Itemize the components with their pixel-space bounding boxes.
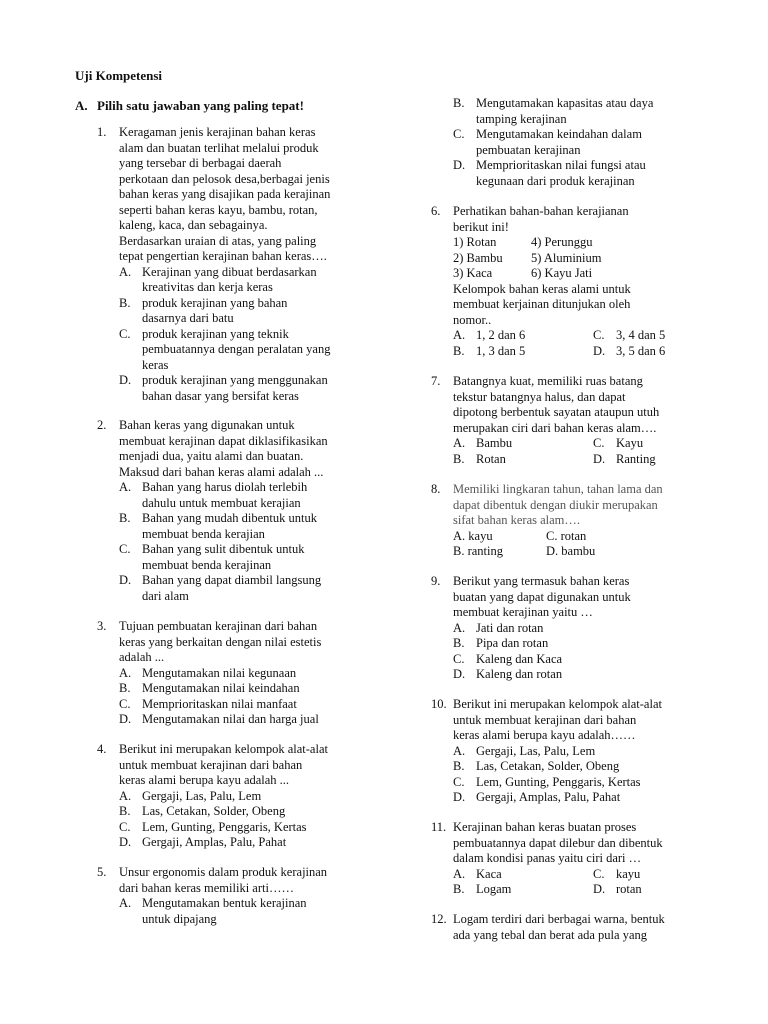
stem-line: seperti bahan keras kayu, bambu, rotan, bbox=[119, 202, 318, 217]
list-item: 2) Bambu bbox=[453, 250, 503, 265]
stem-line: dalam kondisi panas yaitu ciri dari … bbox=[453, 851, 642, 865]
answer-option-c[interactable] bbox=[119, 327, 397, 374]
option-text: Bahan yang mudah dibentuk untuk bbox=[142, 511, 317, 525]
option-text: dasarnya dari batu bbox=[142, 311, 234, 325]
stem-line: bahan keras yang disajikan pada kerajinan bbox=[119, 187, 331, 201]
option-text: Memprioritaskan nilai manfaat bbox=[142, 696, 297, 711]
stem-line: membuat kerajinan yaitu … bbox=[453, 605, 593, 619]
stem-line: Logam terdiri dari berbagai warna, bentuk bbox=[453, 912, 665, 926]
stem-line: menjadi dua, yaitu alami dan buatan. bbox=[119, 449, 304, 463]
option-letter: C. bbox=[453, 127, 465, 141]
question-stem bbox=[453, 482, 731, 529]
question-10 bbox=[431, 697, 731, 806]
stem-line: Unsur ergonomis dalam produk kerajinan bbox=[119, 865, 328, 879]
option-letter: A. bbox=[119, 788, 132, 803]
option-letter: C. bbox=[119, 819, 131, 834]
option-text: Mengutamakan bentuk kerajinan bbox=[142, 896, 307, 910]
question-1 bbox=[97, 125, 397, 404]
stem-line: Kerajinan bahan keras buatan proses bbox=[453, 820, 637, 834]
question-number: 5. bbox=[97, 865, 107, 879]
answer-option-a[interactable]: A. kayu bbox=[453, 528, 493, 543]
question-stem bbox=[119, 742, 397, 789]
option-text: Mengutamakan nilai keindahan bbox=[142, 681, 300, 695]
section-instruction bbox=[75, 98, 304, 114]
option-text: produk kerajinan yang menggunakan bbox=[142, 373, 328, 387]
option-text: Kaleng dan Kaca bbox=[476, 651, 563, 666]
option-letter: C. bbox=[453, 651, 465, 666]
option-letter: A. bbox=[119, 264, 132, 279]
stem-line: berikut ini! bbox=[453, 219, 509, 234]
answer-option-b[interactable] bbox=[453, 452, 593, 468]
option-text: Gergaji, Amplas, Palu, Pahat bbox=[142, 835, 287, 849]
option-letter: A. bbox=[119, 480, 132, 494]
answer-option-c[interactable] bbox=[453, 775, 731, 791]
stem-line: tekstur batangnya halus, dan dapat bbox=[453, 389, 626, 404]
option-text: membuat benda kerajinan bbox=[142, 557, 272, 572]
option-letter: A. bbox=[453, 620, 466, 635]
option-letter: B. bbox=[453, 882, 465, 896]
list-item: 3) Kaca bbox=[453, 266, 493, 280]
question-stem bbox=[453, 820, 731, 867]
option-text: Mengutamakan nilai kegunaan bbox=[142, 665, 297, 680]
question-number: 8. bbox=[431, 482, 441, 496]
question-number: 1. bbox=[97, 125, 107, 139]
option-letter: A. bbox=[119, 896, 132, 910]
question-stem bbox=[119, 619, 397, 666]
answer-option-b[interactable] bbox=[119, 296, 397, 327]
stem-line: dipotong berbentuk sayatan ataupun utuh bbox=[453, 405, 660, 419]
stem-line: Berdasarkan uraian di atas, yang paling bbox=[119, 233, 317, 248]
question-2 bbox=[97, 418, 397, 604]
stem-line: Bahan keras yang digunakan untuk bbox=[119, 418, 295, 432]
option-letter: C. bbox=[119, 696, 131, 711]
answer-option-a[interactable] bbox=[453, 621, 731, 637]
answer-option-b[interactable]: B. ranting bbox=[453, 544, 503, 558]
stem-line: alam dan buatan terlihat melalui produk bbox=[119, 140, 319, 155]
answer-option-c[interactable] bbox=[119, 820, 397, 836]
option-letter: D. bbox=[453, 790, 466, 804]
option-letter: A. bbox=[453, 743, 466, 758]
question-11 bbox=[431, 820, 731, 898]
answer-option-a[interactable] bbox=[119, 265, 397, 296]
list-item: 4) Perunggu bbox=[531, 235, 593, 249]
answer-option-c[interactable] bbox=[593, 867, 713, 883]
answer-option-d[interactable] bbox=[593, 882, 713, 898]
answer-option-d[interactable] bbox=[593, 452, 713, 468]
answer-option-d[interactable] bbox=[119, 835, 397, 851]
stem-line: buatan yang dapat digunakan untuk bbox=[453, 589, 631, 604]
question-5-continued bbox=[431, 96, 731, 189]
option-text: kegunaan dari produk kerajinan bbox=[476, 173, 635, 188]
option-text: tamping kerajinan bbox=[476, 111, 567, 126]
question-number: 10. bbox=[431, 697, 447, 711]
option-letter: D. bbox=[119, 712, 132, 726]
answer-option-d[interactable] bbox=[453, 790, 731, 806]
stem-line: Batangnya kuat, memiliki ruas batang bbox=[453, 374, 643, 388]
answer-option-d[interactable] bbox=[593, 344, 713, 360]
answer-option-d[interactable] bbox=[453, 158, 731, 189]
stem-line: pembuatannya dapat dilebur dan dibentuk bbox=[453, 835, 663, 850]
stem-line: yang tersebar di berbagai daerah bbox=[119, 156, 282, 170]
stem-line: dapat dibentuk dengan diukir merupakan bbox=[453, 497, 658, 512]
stem-line: merupakan ciri dari bahan keras alam…. bbox=[453, 420, 657, 435]
option-letter: C. bbox=[593, 866, 605, 881]
question-stem bbox=[119, 125, 397, 265]
option-text: Logam bbox=[476, 882, 512, 896]
answer-option-a[interactable] bbox=[453, 744, 731, 760]
answer-option-b[interactable] bbox=[453, 636, 731, 652]
option-text: 3, 5 dan 6 bbox=[616, 343, 666, 358]
option-letter: B. bbox=[453, 96, 465, 110]
option-text: produk kerajinan yang teknik bbox=[142, 326, 289, 341]
answer-option-c[interactable] bbox=[593, 328, 713, 344]
option-text: Rotan bbox=[476, 451, 506, 466]
question-number: 3. bbox=[97, 619, 107, 633]
stem-line: Kelompok bahan keras alami untuk bbox=[453, 281, 631, 296]
stem-line: Memiliki lingkaran tahun, tahan lama dan bbox=[453, 482, 663, 496]
question-stem-continued bbox=[453, 282, 731, 329]
answer-option-a[interactable] bbox=[119, 666, 397, 682]
stem-line: Berikut ini merupakan kelompok alat-alat bbox=[453, 697, 662, 711]
option-letter: D. bbox=[593, 882, 606, 896]
option-text: Pipa dan rotan bbox=[476, 636, 549, 650]
option-text: Gergaji, Las, Palu, Lem bbox=[142, 788, 262, 803]
option-text: Mengutamakan nilai dan harga jual bbox=[142, 712, 319, 726]
option-text: Gergaji, Las, Palu, Lem bbox=[476, 743, 596, 758]
stem-line: nomor.. bbox=[453, 312, 492, 327]
option-letter: B. bbox=[119, 511, 131, 525]
answer-option-c[interactable] bbox=[453, 127, 731, 158]
option-letter: B. bbox=[453, 343, 465, 358]
question-stem bbox=[453, 204, 731, 235]
answer-option-d[interactable]: D. bambu bbox=[546, 544, 596, 558]
option-letter: A. bbox=[453, 866, 466, 881]
stem-line: keras alami berupa kayu adalah ... bbox=[119, 773, 290, 787]
answer-option-a[interactable] bbox=[119, 789, 397, 805]
answer-option-b[interactable] bbox=[119, 511, 397, 542]
answer-option-d[interactable] bbox=[453, 667, 731, 683]
option-text: 1, 2 dan 6 bbox=[476, 328, 526, 342]
question-stem bbox=[119, 418, 397, 480]
question-number: 11. bbox=[431, 820, 447, 834]
answer-option-b[interactable] bbox=[453, 96, 731, 127]
option-text: Kaca bbox=[476, 866, 502, 881]
stem-line: Perhatikan bahan-bahan kerajianan bbox=[453, 204, 629, 218]
stem-line: perkotaan dan pelosok desa,berbagai jenis bbox=[119, 171, 330, 186]
answer-option-c[interactable] bbox=[453, 652, 731, 668]
question-number: 9. bbox=[431, 574, 441, 588]
option-text: bahan dasar yang bersifat keras bbox=[142, 388, 299, 403]
option-text: rotan bbox=[616, 882, 642, 896]
stem-line: membuat kerjainan ditunjukan oleh bbox=[453, 297, 631, 311]
material-list bbox=[453, 235, 731, 282]
answer-option-a[interactable] bbox=[119, 480, 397, 511]
answer-option-a[interactable] bbox=[453, 328, 593, 344]
answer-option-d[interactable] bbox=[119, 712, 397, 728]
option-text: Lem, Gunting, Penggaris, Kertas bbox=[476, 774, 641, 789]
answer-option-b[interactable] bbox=[119, 804, 397, 820]
stem-line: Tujuan pembuatan kerajinan dari bahan bbox=[119, 619, 318, 633]
option-letter: C. bbox=[119, 542, 131, 556]
option-text: Bahan yang harus diolah terlebih bbox=[142, 480, 308, 494]
option-text: Kaleng dan rotan bbox=[476, 667, 563, 681]
stem-line: untuk membuat kerajinan dari bahan bbox=[453, 712, 637, 727]
option-text: 1, 3 dan 5 bbox=[476, 343, 526, 358]
answer-option-a[interactable] bbox=[453, 436, 593, 452]
question-stem bbox=[119, 865, 397, 896]
option-text: produk kerajinan yang bahan bbox=[142, 295, 288, 310]
option-letter: B. bbox=[119, 804, 131, 818]
option-text: dahulu untuk membuat kerajian bbox=[142, 495, 301, 510]
question-stem bbox=[453, 697, 731, 744]
answer-option-b[interactable] bbox=[453, 882, 593, 898]
option-text: pembuatan kerajinan bbox=[476, 142, 581, 157]
stem-line: keras yang berkaitan dengan nilai estetis bbox=[119, 634, 322, 649]
option-letter: C. bbox=[593, 328, 605, 342]
option-text: Bahan yang dapat diambil langsung bbox=[142, 573, 322, 587]
list-item: 5) Aluminium bbox=[531, 250, 602, 265]
option-letter: B. bbox=[453, 451, 465, 466]
list-item: 1) Rotan bbox=[453, 235, 497, 249]
option-letter: C. bbox=[453, 774, 465, 789]
option-letter: A. bbox=[453, 436, 466, 450]
option-letter: B. bbox=[119, 681, 131, 695]
option-text: Las, Cetakan, Solder, Obeng bbox=[142, 804, 286, 818]
stem-line: ada yang tebal dan berat ada pula yang bbox=[453, 927, 648, 942]
answer-option-c[interactable] bbox=[593, 436, 713, 452]
question-number: 4. bbox=[97, 742, 107, 756]
answer-option-b[interactable] bbox=[119, 681, 397, 697]
option-text: Mengutamakan keindahan dalam bbox=[476, 127, 642, 141]
option-text: Jati dan rotan bbox=[476, 620, 544, 635]
list-item: 6) Kayu Jati bbox=[531, 266, 593, 280]
option-letter: A. bbox=[119, 665, 132, 680]
question-number: 6. bbox=[431, 204, 441, 218]
option-text: Ranting bbox=[616, 451, 656, 466]
option-letter: D. bbox=[119, 573, 132, 587]
option-text: keras bbox=[142, 357, 169, 372]
option-text: Memprioritaskan nilai fungsi atau bbox=[476, 158, 646, 172]
question-6 bbox=[431, 204, 731, 359]
question-number: 7. bbox=[431, 374, 441, 388]
stem-line: keras alami berupa kayu adalah…… bbox=[453, 728, 636, 742]
option-letter: B. bbox=[119, 295, 131, 310]
option-text: Bambu bbox=[476, 436, 513, 450]
question-stem bbox=[453, 574, 731, 621]
option-text: dari alam bbox=[142, 588, 189, 603]
option-text: Las, Cetakan, Solder, Obeng bbox=[476, 759, 620, 773]
option-text: Kayu bbox=[616, 436, 644, 450]
answer-option-c[interactable]: C. rotan bbox=[546, 528, 587, 543]
stem-line: adalah ... bbox=[119, 650, 165, 664]
answer-option-c[interactable] bbox=[119, 542, 397, 573]
stem-line: sifat bahan keras alam…. bbox=[453, 513, 581, 527]
option-text: untuk dipajang bbox=[142, 911, 217, 926]
option-letter: D. bbox=[593, 451, 606, 466]
answer-option-c[interactable] bbox=[119, 697, 397, 713]
option-text: Bahan yang sulit dibentuk untuk bbox=[142, 542, 305, 556]
question-4 bbox=[97, 742, 397, 851]
question-8 bbox=[431, 482, 731, 560]
option-letter: D. bbox=[593, 343, 606, 358]
answer-option-b[interactable] bbox=[453, 344, 593, 360]
question-number: 2. bbox=[97, 418, 107, 432]
option-text: pembuatannya dengan peralatan yang bbox=[142, 342, 331, 356]
answer-option-d[interactable] bbox=[119, 373, 397, 404]
answer-option-a[interactable] bbox=[453, 867, 593, 883]
option-text: 3, 4 dan 5 bbox=[616, 328, 666, 342]
option-letter: C. bbox=[119, 326, 131, 341]
option-letter: B. bbox=[453, 759, 465, 773]
question-9 bbox=[431, 574, 731, 683]
stem-line: dari bahan keras memiliki arti…… bbox=[119, 880, 294, 895]
option-text: membuat benda kerajian bbox=[142, 526, 265, 541]
stem-line: tepat pengertian kerajinan bahan keras…. bbox=[119, 249, 327, 263]
question-12 bbox=[431, 912, 731, 943]
question-stem bbox=[453, 374, 731, 436]
stem-line: membuat kerajinan dapat diklasifikasikan bbox=[119, 433, 328, 448]
stem-line: untuk membuat kerajinan dari bahan bbox=[119, 757, 303, 772]
question-number: 12. bbox=[431, 912, 447, 926]
stem-line: Berikut ini merupakan kelompok alat-alat bbox=[119, 742, 328, 756]
option-text: Lem, Gunting, Penggaris, Kertas bbox=[142, 819, 307, 834]
page-title: Uji Kompetensi bbox=[75, 68, 163, 83]
question-7 bbox=[431, 374, 731, 467]
option-letter: A. bbox=[453, 328, 466, 342]
stem-line: kaleng, kaca, dan sebagainya. bbox=[119, 218, 268, 232]
question-5 bbox=[97, 865, 397, 927]
answer-option-a[interactable] bbox=[119, 896, 397, 927]
answer-option-b[interactable] bbox=[453, 759, 731, 775]
option-letter: C. bbox=[593, 436, 605, 450]
question-3 bbox=[97, 619, 397, 728]
stem-line: Keragaman jenis kerajinan bahan keras bbox=[119, 125, 316, 139]
option-text: kreativitas dan kerja keras bbox=[142, 280, 273, 294]
question-stem bbox=[453, 912, 731, 943]
stem-line: Berikut yang termasuk bahan keras bbox=[453, 574, 630, 588]
option-letter: D. bbox=[119, 835, 132, 849]
option-text: kayu bbox=[616, 866, 641, 881]
option-letter: B. bbox=[453, 636, 465, 650]
section-letter: A. bbox=[75, 98, 88, 113]
option-letter: D. bbox=[119, 373, 132, 387]
option-text: Mengutamakan kapasitas atau daya bbox=[476, 96, 654, 110]
section-instruction-text: Pilih satu jawaban yang paling tepat! bbox=[97, 98, 304, 113]
option-text: Kerajinan yang dibuat berdasarkan bbox=[142, 264, 317, 279]
option-text: Gergaji, Amplas, Palu, Pahat bbox=[476, 790, 621, 804]
answer-option-d[interactable] bbox=[119, 573, 397, 604]
option-letter: D. bbox=[453, 667, 466, 681]
option-letter: D. bbox=[453, 158, 466, 172]
stem-line: Maksud dari bahan keras alami adalah ... bbox=[119, 464, 324, 479]
